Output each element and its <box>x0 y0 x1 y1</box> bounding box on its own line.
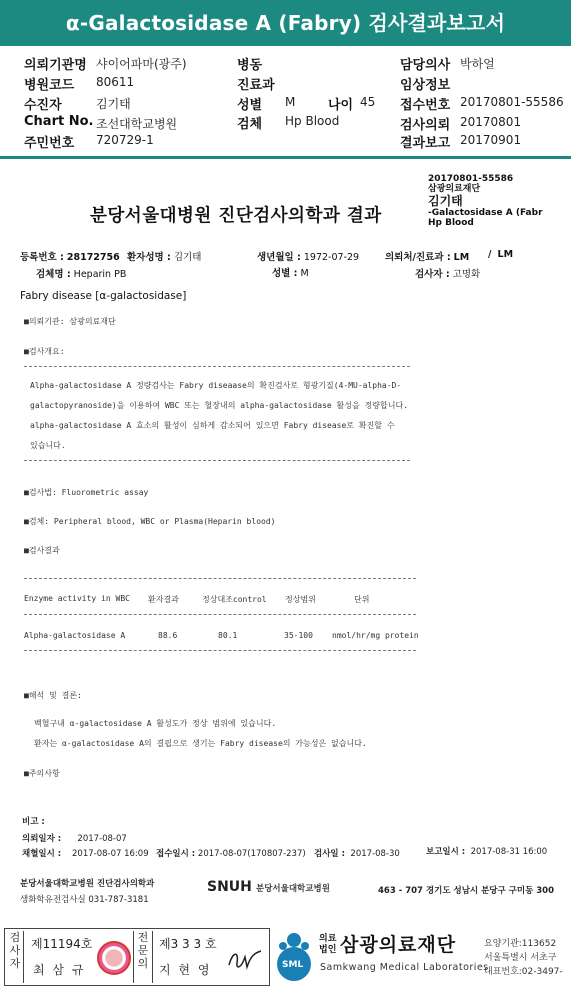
table-header: Enzyme activity in WBC <box>24 594 130 603</box>
hospital-address: 463 - 707 경기도 성남시 분당구 구미동 300 <box>378 886 555 896</box>
dept-sep: / <box>488 249 492 260</box>
header-divider <box>0 156 571 159</box>
legal-char: 의료 <box>319 934 337 944</box>
header-value: 김기태 <box>96 97 131 111</box>
report-specimen: Hp Blood <box>428 218 474 228</box>
interpretation-heading: ■해석 및 결론: <box>24 691 82 700</box>
snuh-name: 분당서울대학교병원 <box>256 884 330 894</box>
draw-label: 채혈일시 : <box>22 849 62 859</box>
caution-heading: ■주의사항 <box>24 769 60 778</box>
report-title: α-Galactosidase A (Fabry) 검사결과보고서 <box>0 0 571 46</box>
footer-address: 서울특별시 서초구 <box>484 953 557 963</box>
reg-value: 28172756 <box>66 252 120 263</box>
specimen-value: Heparin PB <box>73 269 127 280</box>
dob-value: 1972-07-29 <box>303 252 360 263</box>
report-date-label: 보고일시 : <box>426 847 466 857</box>
examiner-label <box>7 931 24 983</box>
header-label: 검체 <box>237 117 263 132</box>
reg-label: 등록번호 : <box>20 252 64 263</box>
note-label: 비고 : <box>22 817 45 827</box>
signature-box <box>4 928 270 986</box>
overview-line: galactopyranoside)을 이용하여 WBC 또는 혈장내의 alpha-galactosidase 활성을 정량합니다. <box>30 401 409 410</box>
label-char: 의 <box>137 957 149 970</box>
lab-phone: 생화학유전검사실 031-787-3181 <box>20 895 149 905</box>
table-cell: nmol/hr/mg protein <box>332 631 419 640</box>
report-heading: 분당서울대병원 진단검사의학과 결과 <box>90 206 382 226</box>
header-value: 20170901 <box>460 133 522 147</box>
table-header: 정상범위 <box>285 595 316 604</box>
header-value: 박하얼 <box>460 57 495 71</box>
header-label: Chart No. <box>24 114 94 129</box>
header-value: 샤이어파마(광주) <box>96 57 187 71</box>
dept-value: LM <box>453 252 470 263</box>
legal-entity <box>319 934 336 956</box>
header-label: 임상정보 <box>400 78 451 93</box>
header-label: 접수번호 <box>400 98 451 113</box>
table-cell: Alpha-galactosidase A <box>24 631 126 640</box>
dept-label: 의뢰처/진료과 : <box>385 252 451 263</box>
snuh-logo: SNUH <box>207 879 252 895</box>
divider <box>24 578 416 579</box>
header-label: 나이 <box>328 98 354 113</box>
specialist-label <box>133 931 153 983</box>
patient-header <box>0 50 571 154</box>
institution-name: 삼광의료재단 <box>340 934 457 956</box>
embedded-report <box>0 160 571 920</box>
divider <box>24 650 416 651</box>
overview-line: Alpha-galactosidase A 정량검사는 Fabry diseaase의 확진검사로 형광기질(4-MU-alpha-D- <box>30 381 402 390</box>
header-value: 45 <box>360 95 376 109</box>
test-date-value: 2017-08-30 <box>350 849 400 859</box>
report-id: 20170801-55586 <box>428 174 514 184</box>
label-char: 검 <box>9 931 21 944</box>
rep-number: 대표번호:02-3497- <box>484 967 563 977</box>
divider <box>24 366 410 367</box>
legal-char: 법인 <box>319 945 337 955</box>
care-number: 요양기관:113652 <box>484 939 557 949</box>
examiner-license: 제11194호 <box>31 937 93 951</box>
header-label: 병동 <box>237 58 263 73</box>
header-value: Hp Blood <box>285 114 340 128</box>
divider <box>24 614 416 615</box>
specialist-license: 제3 3 3 호 <box>159 937 217 951</box>
sml-logo-icon <box>274 930 314 984</box>
tester-value: 고명화 <box>452 269 481 280</box>
header-label: 진료과 <box>237 78 275 93</box>
label-char: 전 <box>137 931 149 944</box>
table-cell: 80.1 <box>218 631 238 640</box>
label-char: 자 <box>9 957 21 970</box>
sml-logo-text: SML <box>282 960 304 970</box>
table-header: 환자결과 <box>148 595 179 604</box>
overview-line: alpha-galactosidase A 효소의 활성이 심하게 감소되어 있으면 Fabry disease로 확진할 수 <box>30 421 395 430</box>
header-value: 20170801-55586 <box>460 95 564 109</box>
receive-label: 접수일시 : <box>156 849 196 859</box>
overview-line: 있습니다. <box>30 441 66 450</box>
report-patient-name: 김기태 <box>428 194 463 208</box>
report-test: -Galactosidase A (Fabr <box>428 208 543 218</box>
table-cell: 35-100 <box>284 631 313 640</box>
disease-title: Fabry disease [α-galactosidase] <box>20 290 187 302</box>
patient-name-value: 김기태 <box>173 252 202 263</box>
signature-icon <box>227 947 263 973</box>
table-cell: 88.6 <box>158 631 178 640</box>
test-date-label: 검사일 : <box>314 849 345 859</box>
table-header: 단위 <box>354 595 370 604</box>
header-value: 조선대학교병원 <box>96 117 178 131</box>
header-label: 결과보고 <box>400 136 451 151</box>
header-value: 720729-1 <box>96 133 154 147</box>
institution-line: ■의뢰기관: 삼광의료재단 <box>24 317 116 326</box>
request-date-value: 2017-08-07 <box>77 834 127 844</box>
report-date-value: 2017-08-31 16:00 <box>470 847 548 857</box>
header-label: 의뢰기관명 <box>24 58 87 73</box>
signature-footer <box>0 926 571 994</box>
header-label: 성별 <box>237 98 263 113</box>
label-char: 문 <box>137 944 149 957</box>
interpretation-line: 환자는 α-galactosidase A의 결핍으로 생기는 Fabry disease의 가능성은 없습니다. <box>34 739 367 748</box>
header-value: M <box>285 95 296 109</box>
divider <box>24 460 410 461</box>
header-label: 수진자 <box>24 98 62 113</box>
header-label: 주민번호 <box>24 136 75 151</box>
receive-value: 2017-08-07(170807-237) <box>197 849 306 859</box>
dob-label: 생년월일 : <box>257 252 301 263</box>
table-header: 정상대조control <box>202 595 267 604</box>
department: 분당서울대학교병원 진단검사의학과 <box>20 879 155 889</box>
method-line: ■검사법: Fluorometric assay <box>24 488 149 497</box>
patient-name-label: 환자성명 : <box>127 252 171 263</box>
specimen-line: ■검체: Peripheral blood, WBC or Plasma(Heparin blood) <box>24 517 276 526</box>
seal-stamp-icon <box>97 941 131 975</box>
header-label: 검사의뢰 <box>400 118 451 133</box>
specimen-label: 검체명 : <box>36 269 71 280</box>
institution-en: Samkwang Medical Laboratories <box>320 962 489 973</box>
header-value: 80611 <box>96 75 135 89</box>
request-date-label: 의뢰일자 : <box>22 834 62 844</box>
report-id-block <box>428 174 543 228</box>
label-char: 사 <box>9 944 21 957</box>
dept-value-2: LM <box>497 249 514 260</box>
report-inst: 삼광의료재단 <box>428 184 481 194</box>
tester-label: 검사자 : <box>415 269 450 280</box>
header-label: 담당의사 <box>400 58 451 73</box>
interpretation-line: 백혈구내 α-galactosidase A 활성도가 정상 범위에 있습니다. <box>34 719 277 728</box>
overview-heading: ■검사개요: <box>24 347 65 356</box>
sex-label: 성별 : <box>272 268 298 279</box>
header-label: 병원코드 <box>24 78 75 93</box>
header-value: 20170801 <box>460 115 522 129</box>
sex-value: M <box>300 268 309 279</box>
examiner-name: 최 삼 규 <box>33 963 86 977</box>
result-heading: ■검사결과 <box>24 546 60 555</box>
specialist-name: 지 현 영 <box>159 963 212 977</box>
draw-value: 2017-08-07 16:09 <box>72 849 149 859</box>
